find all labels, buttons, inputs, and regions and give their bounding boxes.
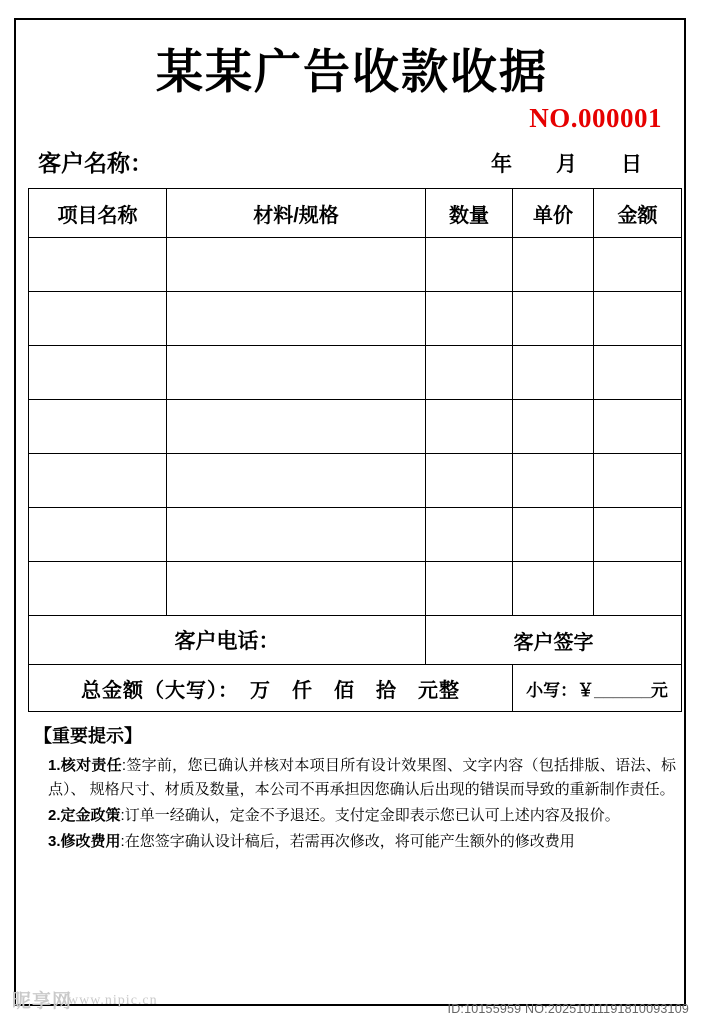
cell-item[interactable] — [29, 454, 167, 508]
date-day-label: 日 — [621, 153, 642, 177]
cell-item[interactable] — [29, 400, 167, 454]
cell-item[interactable] — [29, 508, 167, 562]
cell-amount[interactable] — [594, 400, 682, 454]
notice-heading: 【重要提示】 — [34, 726, 142, 747]
cell-quantity[interactable] — [426, 238, 513, 292]
notice-item-text: 订单一经确认，定金不予退还。支付定金即表示您已认可上述内容及报价。 — [124, 806, 620, 824]
cell-amount[interactable] — [594, 238, 682, 292]
cell-item[interactable] — [29, 238, 167, 292]
items-table-body — [29, 238, 682, 712]
cell-price[interactable] — [513, 400, 594, 454]
cell-price[interactable] — [513, 238, 594, 292]
cell-quantity[interactable] — [426, 562, 513, 616]
notice-item-sep: : — [120, 806, 125, 824]
customer-name-label: 客户名称： — [38, 150, 153, 177]
column-header-quantity: 数量 — [426, 189, 513, 238]
cell-item[interactable] — [29, 292, 167, 346]
cell-price[interactable] — [513, 508, 594, 562]
cell-quantity[interactable] — [426, 454, 513, 508]
column-header-item: 项目名称 — [29, 189, 167, 238]
cell-item[interactable] — [29, 562, 167, 616]
table-row[interactable] — [29, 508, 682, 562]
receipt-number: NO.000001 — [529, 103, 662, 134]
watermark-brand: 昵享网 — [12, 990, 73, 1012]
customer-signature-label[interactable]: 客户签字 — [426, 616, 682, 665]
cell-spec[interactable] — [167, 292, 426, 346]
notice-item — [48, 804, 676, 827]
items-table — [28, 188, 682, 712]
notice-item-index: 1. — [48, 757, 61, 775]
cell-price[interactable] — [513, 346, 594, 400]
cell-spec[interactable] — [167, 508, 426, 562]
notice-section — [28, 722, 676, 853]
table-row[interactable] — [29, 292, 682, 346]
cell-spec[interactable] — [167, 346, 426, 400]
watermark — [10, 986, 220, 1020]
notice-item-text: 签字前，您已确认并核对本项目所有设计效果图、文字内容（包括排版、语法、标点）、 规格尺寸、材质及数量，本公司不再承担因您确认后出现的错误而导致的重新制作责任。 — [48, 757, 676, 798]
notice-item-term: 修改费用 — [60, 833, 121, 851]
table-row[interactable] — [29, 562, 682, 616]
notice-item-index: 3. — [48, 833, 61, 851]
table-header-row — [29, 189, 682, 238]
column-header-amount: 金额 — [594, 189, 682, 238]
cell-amount[interactable] — [594, 454, 682, 508]
total-amount-label[interactable]: 总金额（大写）： 万 仟 佰 拾 元整 — [29, 665, 513, 712]
receipt-card — [14, 18, 686, 1006]
notice-item-sep: : — [121, 757, 127, 775]
footer-id-text: ID:10155959 NO:20251011191810093109 — [447, 1002, 689, 1016]
cell-amount[interactable] — [594, 346, 682, 400]
customer-phone-label[interactable]: 客户电话： — [29, 616, 426, 665]
cell-spec[interactable] — [167, 562, 426, 616]
date-year-label: 年 — [491, 153, 512, 177]
cell-item[interactable] — [29, 346, 167, 400]
notice-list — [34, 754, 676, 853]
notice-item-sep: : — [120, 833, 125, 851]
table-row[interactable] — [29, 400, 682, 454]
notice-item-term: 定金政策 — [60, 806, 121, 824]
table-row[interactable] — [29, 346, 682, 400]
cell-amount[interactable] — [594, 562, 682, 616]
cell-spec[interactable] — [167, 454, 426, 508]
cell-price[interactable] — [513, 454, 594, 508]
date-group — [491, 148, 670, 178]
cell-spec[interactable] — [167, 238, 426, 292]
notice-item-index: 2. — [48, 806, 61, 824]
cell-amount[interactable] — [594, 508, 682, 562]
cell-quantity[interactable] — [426, 346, 513, 400]
notice-item-term: 核对责任 — [60, 757, 122, 775]
cell-amount[interactable] — [594, 292, 682, 346]
notice-item — [48, 754, 676, 801]
cell-quantity[interactable] — [426, 292, 513, 346]
notice-item-text: 在您签字确认设计稿后，若需再次修改，将可能产生额外的修改费用 — [124, 833, 575, 851]
column-header-spec: 材料/规格 — [167, 189, 426, 238]
items-table-head — [29, 189, 682, 238]
table-row[interactable] — [29, 454, 682, 508]
date-month-label: 月 — [556, 153, 577, 177]
total-row[interactable] — [29, 665, 682, 712]
page-title: 某某广告收款收据 — [156, 45, 548, 100]
table-row[interactable] — [29, 238, 682, 292]
cell-price[interactable] — [513, 292, 594, 346]
amount-in-figures-label[interactable]: 小写：￥______元 — [513, 665, 682, 712]
cell-quantity[interactable] — [426, 400, 513, 454]
cell-quantity[interactable] — [426, 508, 513, 562]
customer-row — [28, 144, 676, 178]
customer-phone-row[interactable] — [29, 616, 682, 665]
notice-item — [48, 830, 676, 853]
cell-spec[interactable] — [167, 400, 426, 454]
watermark-url: www.nipic.cn — [68, 993, 158, 1008]
receipt-inner — [28, 30, 676, 856]
column-header-price: 单价 — [513, 189, 594, 238]
cell-price[interactable] — [513, 562, 594, 616]
